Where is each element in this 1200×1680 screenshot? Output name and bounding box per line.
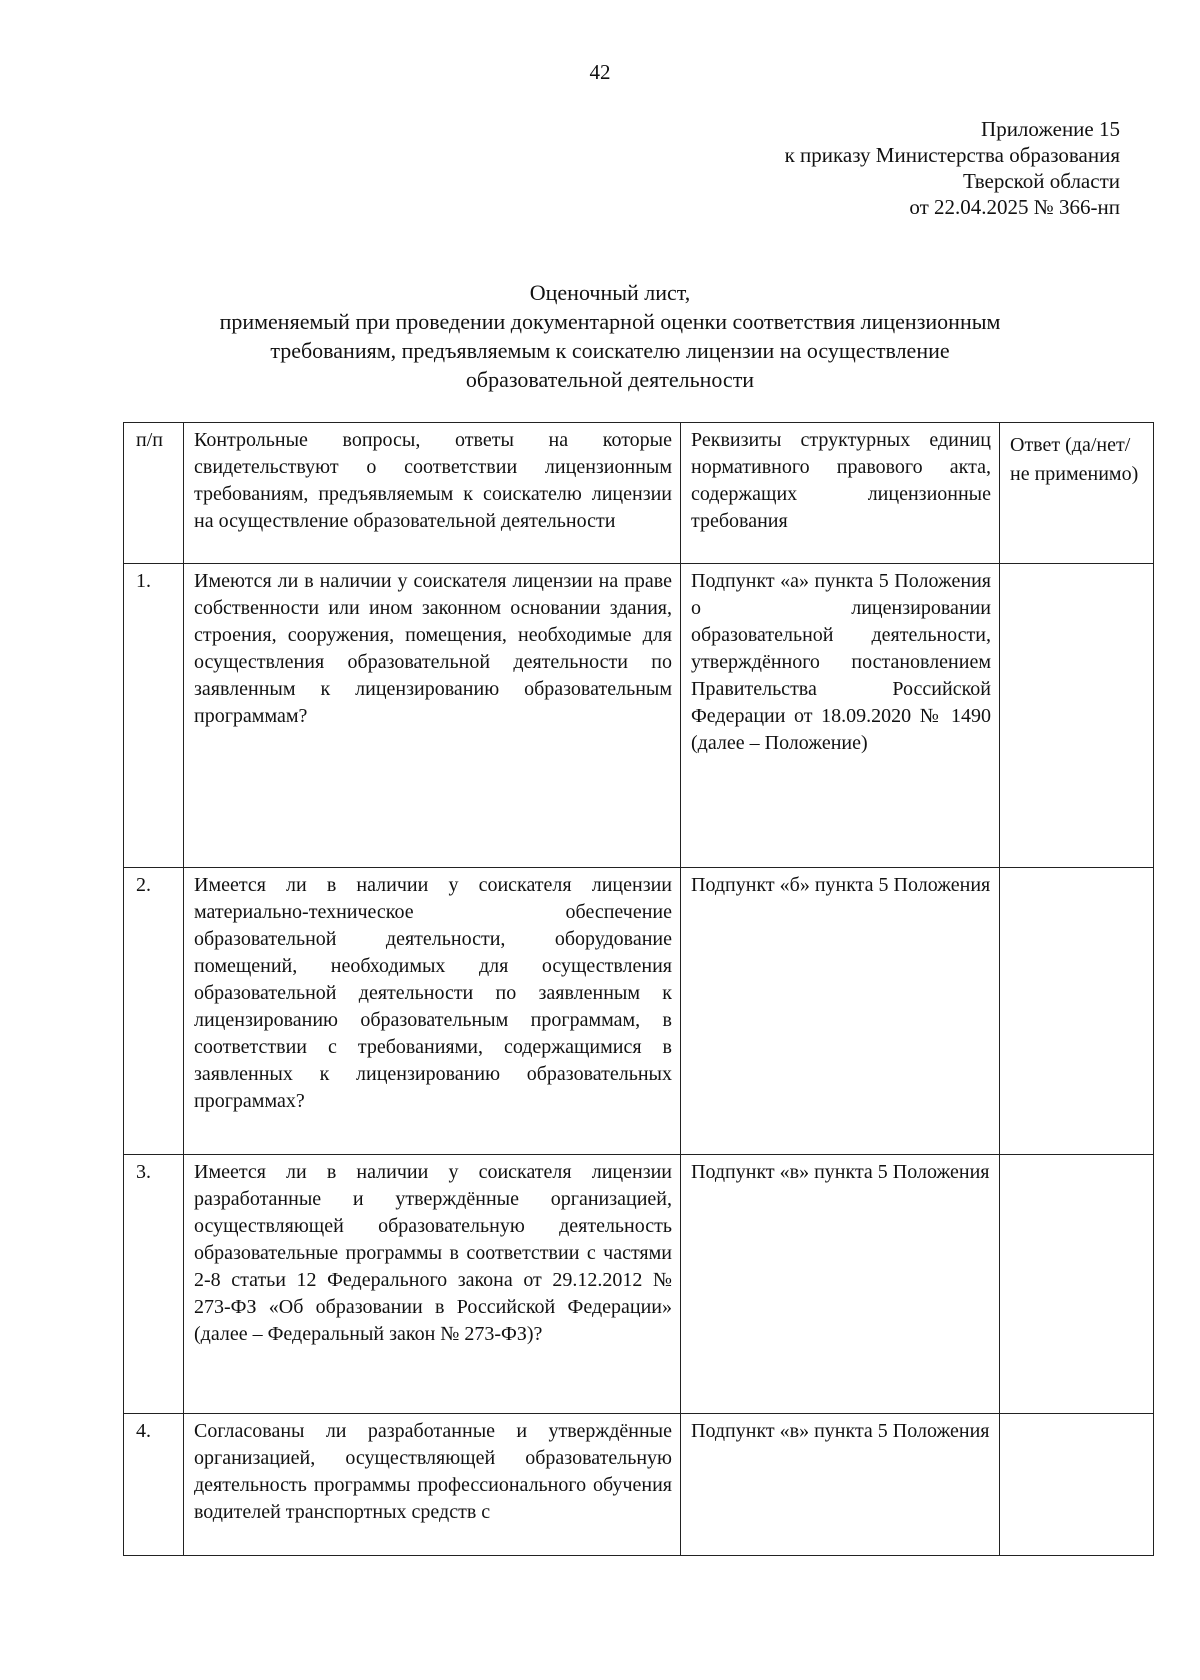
row-number: 4. [124,1414,184,1556]
appendix-line: от 22.04.2025 № 366-нп [909,195,1120,219]
row-requisites: Подпункт «б» пункта 5 Положения [681,868,1000,1155]
row-question: Согласованы ли разработанные и утверждённые организацией, осуществляющей образовательную деятельность программы профессионального обучения водителей транспортных средств с [184,1414,681,1556]
evaluation-table [123,422,1154,1556]
header-requisites: Реквизиты структурных единиц нормативного правового акта, содержащих лицензионные требования [681,423,1000,564]
row-requisites: Подпункт «в» пункта 5 Положения [681,1414,1000,1556]
appendix-line: к приказу Министерства образования [784,143,1120,167]
row-answer-cell[interactable] [1000,868,1154,1155]
row-question: Имеется ли в наличии у соискателя лицензии разработанные и утверждённые организацией, осуществляющей образовательную деятельность образовательные программы в соответствии с частями 2-8 статьи 12 Федерального закона от 29.12.2012 № 273-ФЗ «Об образовании в Российской Федерации» (далее – Федеральный закон № 273-ФЗ)? [184,1155,681,1414]
title-line: требованиям, предъявляемым к соискателю лицензии на осуществление [270,338,950,363]
page-number: 42 [589,60,611,84]
appendix-line: Приложение 15 [981,117,1120,141]
title-line: образовательной деятельности [465,367,755,392]
title-line: Оценочный лист, [529,280,691,305]
header-answer: Ответ (да/нет/не применимо) [1000,423,1154,564]
table-row [124,1155,1154,1414]
row-number: 3. [124,1155,184,1414]
row-question: Имеется ли в наличии у соискателя лицензии материально-техническое обеспечение образовательной деятельности, оборудование помещений, необходимых для осуществления образовательной деятельности по заявленным к лицензированию образовательным программам, в соответствии с требованиями, содержащимися в заявленных к лицензированию образовательных программах? [184,868,681,1155]
row-number: 2. [124,868,184,1155]
row-question: Имеются ли в наличии у соискателя лицензии на праве собственности или ином законном основании здания, строения, сооружения, помещения, необходимые для осуществления образовательной деятельности по заявленным к лицензированию образовательным программам? [184,564,681,868]
row-requisites: Подпункт «а» пункта 5 Положения о лицензировании образовательной деятельности, утверждённого постановлением Правительства Российской Федерации от 18.09.2020 № 1490 (далее – Положение) [681,564,1000,868]
row-answer-cell[interactable] [1000,1414,1154,1556]
table-row [124,564,1154,868]
header-number: п/п [124,423,184,564]
table-row [124,868,1154,1155]
row-answer-cell[interactable] [1000,1155,1154,1414]
row-requisites: Подпункт «в» пункта 5 Положения [681,1155,1000,1414]
table-row [124,1414,1154,1556]
row-number: 1. [124,564,184,868]
table-header-row [124,423,1154,564]
document-title [150,278,1070,394]
row-answer-cell[interactable] [1000,564,1154,868]
header-question: Контрольные вопросы, ответы на которые свидетельствуют о соответствии лицензионным требованиям, предъявляемым к соискателю лицензии на осуществление образовательной деятельности [184,423,681,564]
appendix-header [785,116,1120,220]
appendix-line: Тверской области [962,169,1120,193]
title-line: применяемый при проведении документарной оценки соответствия лицензионным [219,309,1001,334]
